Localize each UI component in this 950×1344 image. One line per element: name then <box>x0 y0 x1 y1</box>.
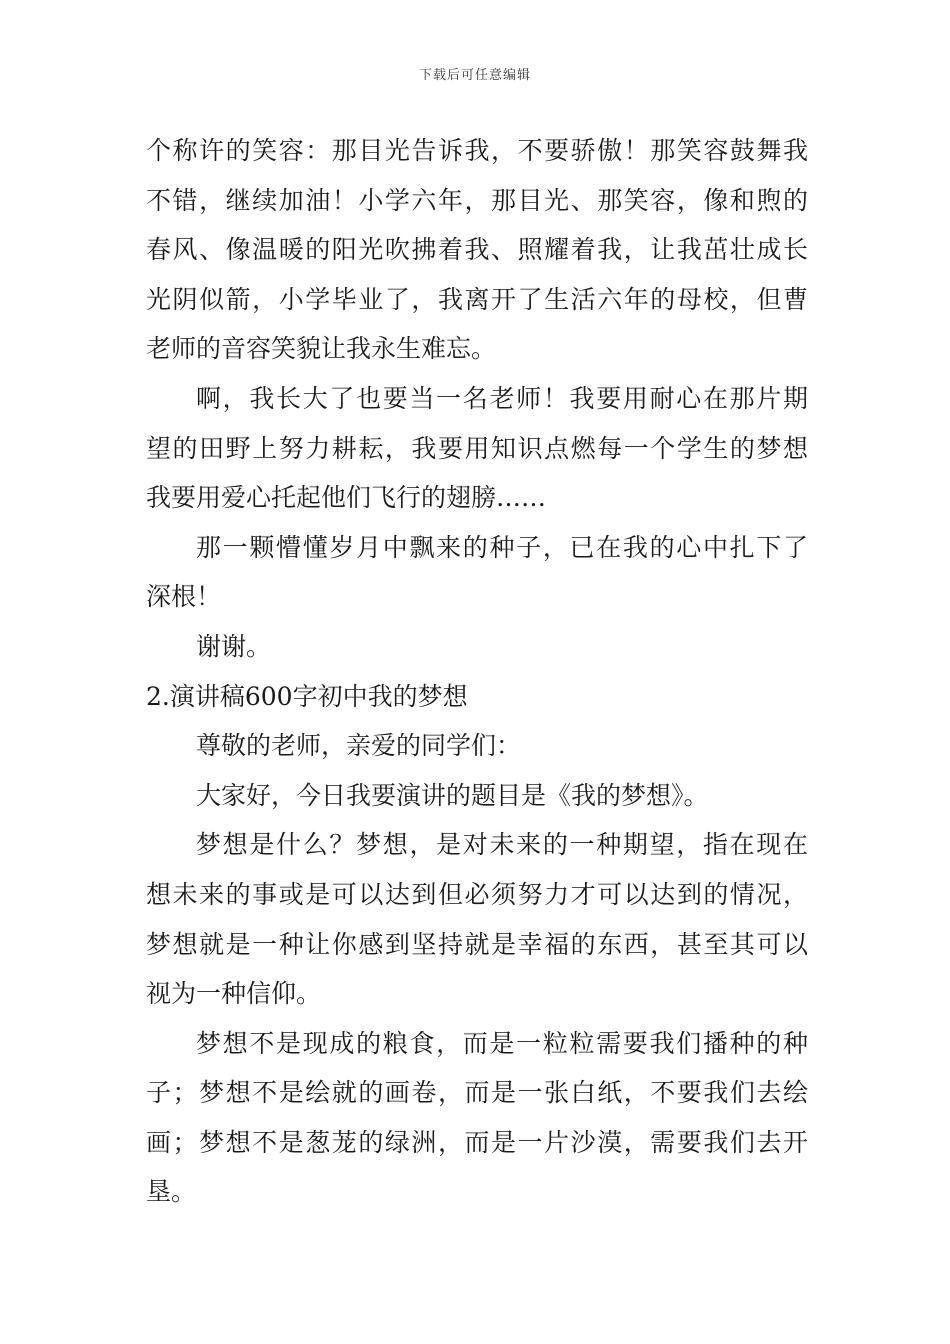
text-line: 大家好，今日我要演讲的题目是《我的梦想》。 <box>196 780 709 810</box>
text-line: 不错，继续加油！小学六年，那目光、那笑容，像和煦的 <box>146 185 808 215</box>
text-line: 个称许的笑容：那目光告诉我，不要骄傲！那笑容鼓舞我 <box>146 136 808 165</box>
text-line: 画；梦想不是葱茏的绿洲，而是一片沙漠，需要我们去开 <box>146 1127 808 1157</box>
text-line: 老师的音容笑貌让我永生难忘。 <box>146 334 497 364</box>
text-line: 春风、像温暖的阳光吹拂着我、照耀着我，让我茁壮成长 <box>146 235 808 265</box>
document-body <box>146 126 808 1217</box>
text-line: 梦想是什么？梦想，是对未来的一种期望，指在现在 <box>196 830 808 860</box>
text-line: 子；梦想不是绘就的画卷，而是一张白纸，不要我们去绘 <box>146 1078 808 1108</box>
text-line: 我要用爱心托起他们飞行的翅膀…… <box>146 483 547 513</box>
text-line: 深根！ <box>146 582 222 612</box>
text-line: 视为一种信仰。 <box>146 979 322 1009</box>
text-line: 光阴似箭，小学毕业了，我离开了生活六年的母校，但曹 <box>146 284 808 314</box>
text-line: 望的田野上努力耕耘，我要用知识点燃每一个学生的梦想 <box>146 433 808 463</box>
text-line: 垦。 <box>146 1177 197 1207</box>
text-line: 梦想就是一种让你感到坚持就是幸福的东西，甚至其可以 <box>146 929 808 959</box>
text-line: 谢谢。 <box>196 631 272 661</box>
section-heading: 2.演讲稿600字初中我的梦想 <box>146 681 468 711</box>
page-header: 下载后可任意编辑 <box>418 68 531 83</box>
text-line: 那一颗懵懂岁月中飘来的种子，已在我的心中扎下了 <box>196 532 808 562</box>
text-line: 尊敬的老师，亲爱的同学们： <box>196 731 522 761</box>
text-line: 梦想不是现成的粮食，而是一粒粒需要我们播种的种 <box>196 1028 808 1058</box>
text-line: 啊，我长大了也要当一名老师！我要用耐心在那片期 <box>196 383 808 413</box>
text-line: 想未来的事或是可以达到但必须努力才可以达到的情况， <box>146 879 808 909</box>
